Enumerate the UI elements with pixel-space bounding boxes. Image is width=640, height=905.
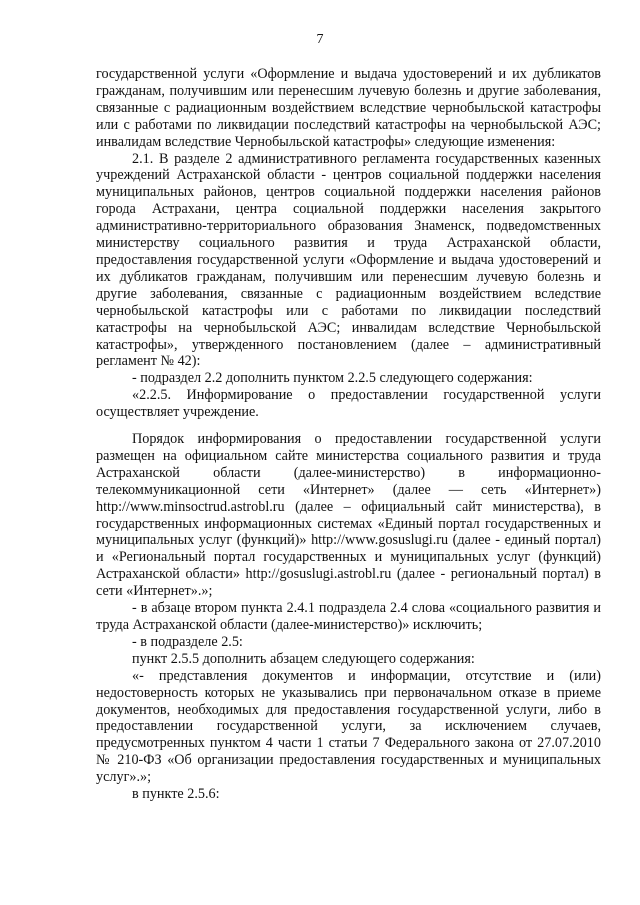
paragraph-section-2-1: 2.1. В разделе 2 административного регламента государственных казенных учреждений Астраханской области - центров социальной поддержки населения муниципальных районов, центров социальной поддержки населения районов города Астрахани, центра социальной поддержки населения закрытого административно-территориального образования Знаменск, подведомственных министерству социального развития и труда Астраханской области, предоставления государственной услуги «Оформление и выдача удостоверений и их дубликатов гражданам, получившим или перенесшим лучевую болезнь и другие заболевания, связанные с радиационным воздействием вследствие чернобыльской катастрофы или с работами по ликвидации последствий катастрофы на чернобыльской АЭС; инвалидам вследствие Чернобыльской катастрофы», утвержденного постановлением (далее – административный регламент № 42): — [96, 150, 601, 370]
paragraph-subsection-2-5: - в подразделе 2.5: — [132, 633, 243, 650]
paragraph-item-2-5-6: в пункте 2.5.6: — [132, 786, 220, 803]
paragraph-subsection-2-2: - подраздел 2.2 дополнить пунктом 2.2.5 следующего содержания: — [132, 370, 533, 387]
paragraph-intro-continuation: государственной услуги «Оформление и выдача удостоверений и их дубликатов гражданам, получившим или перенесшим лучевую болезнь и другие заболевания, связанные с радиационным воздействием вследствие чернобыльской катастрофы или с работами по ликвидации последствий катастрофы на чернобыльской АЭС; инвалидам вследствие Чернобыльской катастрофы» следующие изменения: — [96, 66, 601, 150]
paragraph-item-2-4-1: - в абзаце втором пункта 2.4.1 подраздела 2.4 слова «социального развития и труда Астраханской области (далее-министерство)» исключить; — [96, 600, 601, 633]
paragraph-item-2-5-5: пункт 2.5.5 дополнить абзацем следующего содержания: — [132, 650, 475, 667]
page-number: 7 — [316, 32, 324, 47]
paragraph-item-2-2-5: «2.2.5. Информирование о предоставлении государственной услуги осуществляет учреждение. — [96, 387, 601, 421]
paragraph-amendment-text: «- представления документов и информации, отсутствие и (или) недостоверность которых не указывались при первоначальном отказе в приеме документов, необходимых для предоставления государственной услуги, либо в предоставлении государственной услуги, за исключением случаев, предусмотренных пунктом 4 части 1 статьи 7 Федерального закона от 27.07.2010 № 210-ФЗ «Об организации предоставления государственных и муниципальных услуг».»; — [96, 667, 601, 786]
document-body — [96, 66, 601, 803]
paragraph-information-order: Порядок информирования о предоставлении государственной услуги размещен на официальном сайте министерства социального развития и труда Астраханской области (далее-министерство) в информационно-телекоммуникационной сети «Интернет» (далее — сеть «Интернет») http://www.minsoctrud.astrobl.ru (далее – официальный сайт министерства), в государственных информационных системах «Единый портал государственных и муниципальных услуг (функций)» http://www.gosuslugi.ru (далее - единый портал) и «Региональный портал государственных и муниципальных услуг (функций) Астраханской области» http://gosuslugi.astrobl.ru (далее - региональный портал) в сети «Интернет».»; — [96, 431, 601, 600]
